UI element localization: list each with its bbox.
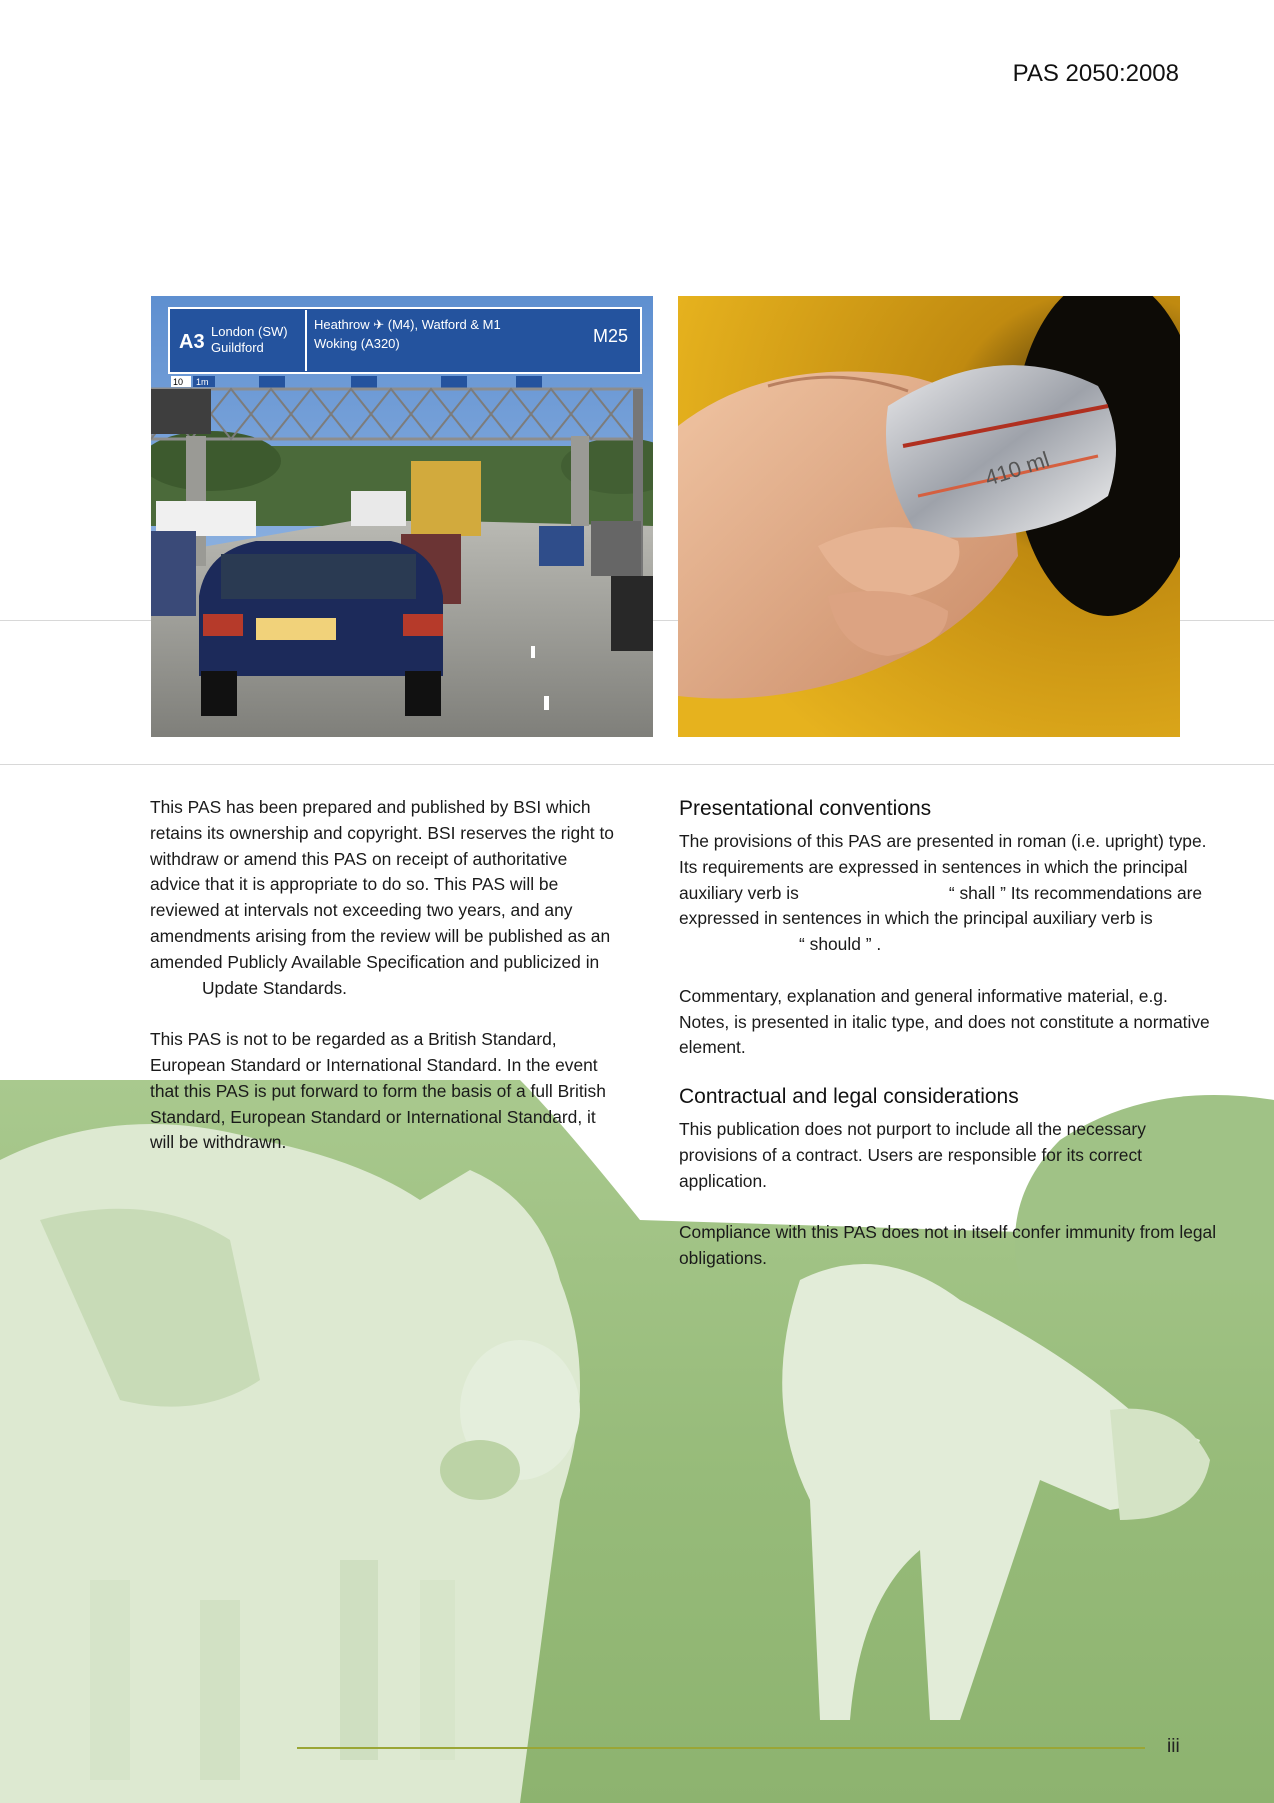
gantry-distance: 1m [196,377,209,387]
sign-right-line1: Heathrow ✈ (M4), Watford & M1 [314,317,501,332]
should-term: “ should ” . [799,934,882,955]
commentary-paragraph: Commentary, explanation and general informative material, e.g. Notes, is presented in italic type, and does not constitute a normative element. [679,985,1210,1058]
compliance-paragraph: Compliance with this PAS does not in itself confer immunity from legal obligations. [679,1222,1217,1268]
update-standards-text: Update Standards. [202,977,348,998]
heading-presentational-conventions: Presentational conventions [679,797,932,820]
sign-route-left: A3 [179,331,205,353]
gantry-limit: 10 [173,377,184,387]
motorway-traffic-photo [151,296,653,737]
page-number: iii [1167,1736,1180,1757]
sign-route-right: M25 [593,326,629,346]
conventions-text-a: The provisions of this PAS are presented in roman (i.e. upright) type. Its requirements are expressed in sentences in which the principal auxiliary verb is [679,831,1207,903]
right-column [679,795,1219,1298]
sign-right-line2: Woking (A320) [314,336,400,351]
conventions-paragraph [679,829,1219,958]
shall-term: “ shall ” [948,882,1006,903]
document-reference: PAS 2050:2008 [1012,60,1179,87]
conventions-text-b: Its recommendations are expressed in sentences in which the principal auxiliary verb is [679,882,1203,929]
heading-contractual-legal: Contractual and legal considerations [679,1084,1019,1108]
contract-paragraph: This publication does not purport to include all the necessary provisions of a contract. Users are responsible for its correct application. [679,1118,1146,1191]
left-column [150,795,620,1182]
can-label: 410 ml [981,446,1053,491]
sign-left-line1: London (SW) [211,324,288,339]
ownership-paragraph [150,795,620,1001]
footer-rule [297,1747,1145,1749]
status-paragraph: This PAS is not to be regarded as a British Standard, European Standard or International Standard. In the event that this PAS is put forward to form the basis of a full British Standard, European Standard or International Standard, it will be withdrawn. [150,1029,606,1153]
sign-left-line2: Guildford [211,340,264,355]
divider-bottom [0,764,1274,765]
recycling-can-photo [678,296,1180,737]
ownership-text: This PAS has been prepared and published by BSI which retains its ownership and copyright. BSI reserves the right to withdraw or amend this PAS on receipt of authoritative advice that it is appropriate to do so. This PAS will be reviewed at intervals not exceeding two years, and any amendments arising from the review will be published as an amended Publicly Available Specification and publicized in [150,797,614,972]
